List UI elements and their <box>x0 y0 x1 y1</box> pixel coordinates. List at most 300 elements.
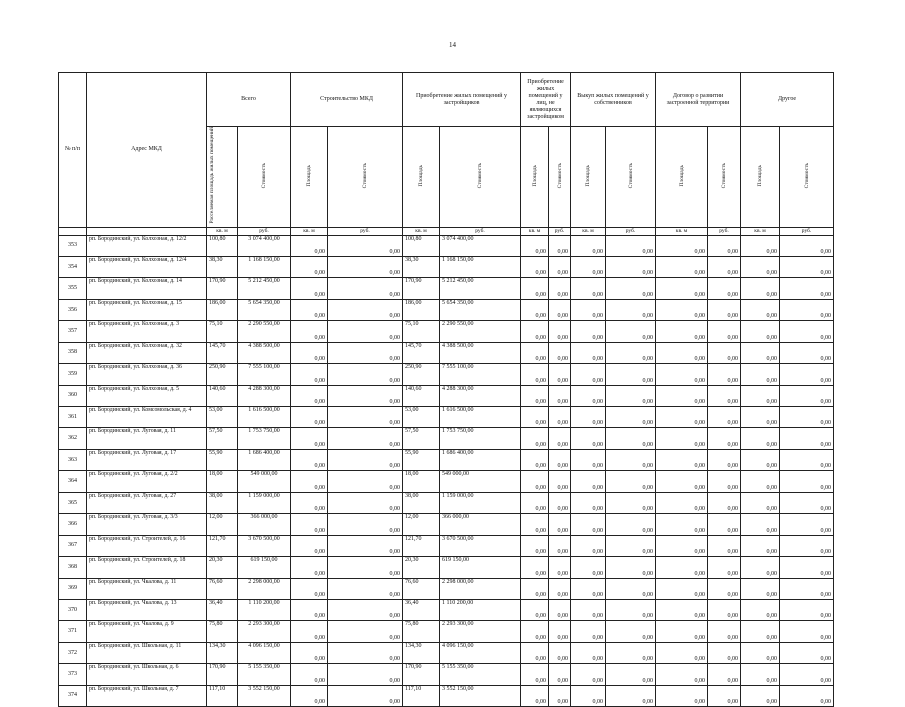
unit-blank <box>59 227 87 235</box>
group-header: Строительство МКД <box>291 73 403 127</box>
row-zero-value: 0,00 <box>549 342 571 363</box>
row-total-cost: 619 150,00 <box>238 557 291 578</box>
row-dev-cost: 2 290 550,00 <box>440 321 521 342</box>
row-address: рп. Бородинский, ул. Чкалова, д. 9 <box>87 621 207 642</box>
row-dev-area: 186,00 <box>403 299 440 320</box>
row-total-area: 38,30 <box>207 256 238 277</box>
row-zero-value: 0,00 <box>708 256 741 277</box>
row-total-area: 76,60 <box>207 578 238 599</box>
row-zero-value: 0,00 <box>656 449 708 470</box>
row-number: 368 <box>59 557 87 578</box>
row-zero-value: 0,00 <box>521 385 549 406</box>
table-row <box>59 514 834 535</box>
row-zero-value: 0,00 <box>328 557 403 578</box>
row-number: 366 <box>59 514 87 535</box>
row-zero-value: 0,00 <box>741 578 780 599</box>
row-dev-area: 38,00 <box>403 492 440 513</box>
row-zero-value: 0,00 <box>606 471 656 492</box>
table-row <box>59 321 834 342</box>
row-total-area: 55,90 <box>207 449 238 470</box>
row-number: 356 <box>59 299 87 320</box>
row-zero-value: 0,00 <box>606 428 656 449</box>
row-address: рп. Бородинский, ул. Луговая, д. 27 <box>87 492 207 513</box>
row-dev-cost: 1 616 500,00 <box>440 407 521 428</box>
row-zero-value: 0,00 <box>780 342 834 363</box>
row-zero-value: 0,00 <box>521 321 549 342</box>
row-total-cost: 3 552 150,00 <box>238 685 291 706</box>
row-zero-value: 0,00 <box>549 514 571 535</box>
row-zero-value: 0,00 <box>741 278 780 299</box>
row-zero-value: 0,00 <box>741 407 780 428</box>
row-number: 354 <box>59 256 87 277</box>
row-zero-value: 0,00 <box>328 685 403 706</box>
table-row <box>59 278 834 299</box>
row-zero-value: 0,00 <box>521 256 549 277</box>
unit-area: кв. м <box>656 227 708 235</box>
row-zero-value: 0,00 <box>328 642 403 663</box>
row-zero-value: 0,00 <box>521 514 549 535</box>
row-zero-value: 0,00 <box>656 514 708 535</box>
row-zero-value: 0,00 <box>780 278 834 299</box>
row-dev-area: 145,70 <box>403 342 440 363</box>
row-total-area: 57,50 <box>207 428 238 449</box>
row-zero-value: 0,00 <box>780 235 834 256</box>
row-zero-value: 0,00 <box>606 256 656 277</box>
resettlement-table <box>58 72 834 707</box>
subheader-cost: Стоимость <box>440 127 521 228</box>
row-zero-value: 0,00 <box>780 578 834 599</box>
row-total-cost: 5 155 350,00 <box>238 664 291 685</box>
unit-cost: руб. <box>238 227 291 235</box>
row-dev-area: 38,30 <box>403 256 440 277</box>
table-row <box>59 557 834 578</box>
row-zero-value: 0,00 <box>549 235 571 256</box>
row-address: рп. Бородинский, ул. Чкалова, д. 13 <box>87 599 207 620</box>
row-number: 370 <box>59 599 87 620</box>
row-zero-value: 0,00 <box>656 364 708 385</box>
row-zero-value: 0,00 <box>606 235 656 256</box>
row-dev-cost: 1 159 000,00 <box>440 492 521 513</box>
row-zero-value: 0,00 <box>571 342 606 363</box>
row-zero-value: 0,00 <box>656 342 708 363</box>
row-zero-value: 0,00 <box>656 535 708 556</box>
subheader-area: Площадь <box>741 127 780 228</box>
row-total-area: 145,70 <box>207 342 238 363</box>
row-total-area: 134,30 <box>207 642 238 663</box>
row-zero-value: 0,00 <box>606 449 656 470</box>
row-dev-cost: 5 654 350,00 <box>440 299 521 320</box>
row-zero-value: 0,00 <box>741 557 780 578</box>
unit-cost: руб. <box>549 227 571 235</box>
row-dev-cost: 2 298 000,00 <box>440 578 521 599</box>
row-zero-value: 0,00 <box>291 449 328 470</box>
row-zero-value: 0,00 <box>521 535 549 556</box>
row-total-cost: 1 110 200,00 <box>238 599 291 620</box>
row-zero-value: 0,00 <box>328 321 403 342</box>
row-dev-area: 12,00 <box>403 514 440 535</box>
unit-blank <box>87 227 207 235</box>
table-row <box>59 299 834 320</box>
row-zero-value: 0,00 <box>291 385 328 406</box>
subheader-area: Площадь <box>571 127 606 228</box>
row-zero-value: 0,00 <box>521 235 549 256</box>
unit-cost: руб. <box>328 227 403 235</box>
row-zero-value: 0,00 <box>741 256 780 277</box>
row-address: рп. Бородинский, ул. Колхозная, д. 36 <box>87 364 207 385</box>
group-header: Приобретение жилых помещений у лиц, не являющихся застройщиком <box>521 73 571 127</box>
row-zero-value: 0,00 <box>549 557 571 578</box>
row-zero-value: 0,00 <box>708 642 741 663</box>
row-dev-area: 36,40 <box>403 599 440 620</box>
row-total-area: 186,00 <box>207 299 238 320</box>
row-zero-value: 0,00 <box>741 321 780 342</box>
row-zero-value: 0,00 <box>549 278 571 299</box>
subheader-cost: Стоимость <box>238 127 291 228</box>
row-zero-value: 0,00 <box>741 664 780 685</box>
row-zero-value: 0,00 <box>741 685 780 706</box>
row-zero-value: 0,00 <box>708 471 741 492</box>
row-total-cost: 2 290 550,00 <box>238 321 291 342</box>
row-zero-value: 0,00 <box>521 621 549 642</box>
row-dev-area: 18,00 <box>403 471 440 492</box>
row-total-cost: 1 686 400,00 <box>238 449 291 470</box>
row-zero-value: 0,00 <box>521 342 549 363</box>
row-zero-value: 0,00 <box>606 364 656 385</box>
row-zero-value: 0,00 <box>291 514 328 535</box>
row-zero-value: 0,00 <box>741 299 780 320</box>
row-zero-value: 0,00 <box>571 557 606 578</box>
col-address-header: Адрес МКД <box>87 73 207 228</box>
row-address: рп. Бородинский, ул. Луговая, д. 11 <box>87 428 207 449</box>
table-row <box>59 471 834 492</box>
row-zero-value: 0,00 <box>571 471 606 492</box>
subheader-area-total: Расселяемая площадь жилых помещений <box>207 127 238 228</box>
group-header: Всего <box>207 73 291 127</box>
row-number: 357 <box>59 321 87 342</box>
row-zero-value: 0,00 <box>328 299 403 320</box>
row-zero-value: 0,00 <box>708 364 741 385</box>
row-zero-value: 0,00 <box>328 278 403 299</box>
row-number: 367 <box>59 535 87 556</box>
row-zero-value: 0,00 <box>291 342 328 363</box>
unit-area: кв. м <box>741 227 780 235</box>
row-zero-value: 0,00 <box>708 342 741 363</box>
row-zero-value: 0,00 <box>521 407 549 428</box>
row-address: рп. Бородинский, ул. Школьная, д. 7 <box>87 685 207 706</box>
row-zero-value: 0,00 <box>291 557 328 578</box>
row-zero-value: 0,00 <box>291 664 328 685</box>
group-header: Другое <box>741 73 834 127</box>
row-zero-value: 0,00 <box>606 685 656 706</box>
row-zero-value: 0,00 <box>741 621 780 642</box>
row-zero-value: 0,00 <box>606 492 656 513</box>
row-zero-value: 0,00 <box>780 321 834 342</box>
row-zero-value: 0,00 <box>521 557 549 578</box>
row-zero-value: 0,00 <box>328 428 403 449</box>
row-zero-value: 0,00 <box>521 471 549 492</box>
row-zero-value: 0,00 <box>328 535 403 556</box>
unit-cost: руб. <box>780 227 834 235</box>
row-zero-value: 0,00 <box>549 321 571 342</box>
row-total-area: 38,00 <box>207 492 238 513</box>
row-zero-value: 0,00 <box>708 685 741 706</box>
row-dev-area: 121,70 <box>403 535 440 556</box>
row-total-cost: 3 074 400,00 <box>238 235 291 256</box>
row-zero-value: 0,00 <box>741 385 780 406</box>
row-zero-value: 0,00 <box>571 535 606 556</box>
row-zero-value: 0,00 <box>291 278 328 299</box>
row-zero-value: 0,00 <box>291 535 328 556</box>
row-address: рп. Бородинский, ул. Колхозная, д. 15 <box>87 299 207 320</box>
row-zero-value: 0,00 <box>291 299 328 320</box>
row-address: рп. Бородинский, ул. Строителей, д. 16 <box>87 535 207 556</box>
row-zero-value: 0,00 <box>606 557 656 578</box>
subheader-area: Площадь <box>656 127 708 228</box>
row-zero-value: 0,00 <box>780 514 834 535</box>
row-zero-value: 0,00 <box>571 235 606 256</box>
row-address: рп. Бородинский, ул. Колхозная, д. 3 <box>87 321 207 342</box>
row-total-area: 140,60 <box>207 385 238 406</box>
table-row <box>59 256 834 277</box>
row-zero-value: 0,00 <box>708 407 741 428</box>
row-zero-value: 0,00 <box>328 235 403 256</box>
row-zero-value: 0,00 <box>780 407 834 428</box>
row-zero-value: 0,00 <box>741 428 780 449</box>
row-zero-value: 0,00 <box>656 557 708 578</box>
row-zero-value: 0,00 <box>741 364 780 385</box>
row-zero-value: 0,00 <box>656 256 708 277</box>
row-zero-value: 0,00 <box>328 385 403 406</box>
row-zero-value: 0,00 <box>571 685 606 706</box>
row-zero-value: 0,00 <box>291 256 328 277</box>
row-total-cost: 366 000,00 <box>238 514 291 535</box>
table-body <box>59 235 834 707</box>
row-total-cost: 7 555 100,00 <box>238 364 291 385</box>
row-total-area: 170,90 <box>207 278 238 299</box>
row-zero-value: 0,00 <box>656 278 708 299</box>
row-zero-value: 0,00 <box>291 407 328 428</box>
row-zero-value: 0,00 <box>780 642 834 663</box>
row-zero-value: 0,00 <box>656 428 708 449</box>
row-dev-cost: 4 288 300,00 <box>440 385 521 406</box>
table-row <box>59 428 834 449</box>
row-zero-value: 0,00 <box>606 621 656 642</box>
table-row <box>59 642 834 663</box>
group-header: Приобретение жилых помещений у застройщиков <box>403 73 521 127</box>
row-dev-area: 170,90 <box>403 664 440 685</box>
row-zero-value: 0,00 <box>741 235 780 256</box>
row-zero-value: 0,00 <box>656 578 708 599</box>
row-zero-value: 0,00 <box>708 235 741 256</box>
row-zero-value: 0,00 <box>606 599 656 620</box>
subheader-cost: Стоимость <box>606 127 656 228</box>
row-total-cost: 2 293 300,00 <box>238 621 291 642</box>
row-zero-value: 0,00 <box>741 471 780 492</box>
row-zero-value: 0,00 <box>606 278 656 299</box>
row-address: рп. Бородинский, ул. Школьная, д. 6 <box>87 664 207 685</box>
row-zero-value: 0,00 <box>549 621 571 642</box>
row-zero-value: 0,00 <box>521 364 549 385</box>
subheader-area: Площадь <box>291 127 328 228</box>
row-zero-value: 0,00 <box>549 599 571 620</box>
table-row <box>59 407 834 428</box>
row-zero-value: 0,00 <box>606 578 656 599</box>
row-zero-value: 0,00 <box>291 321 328 342</box>
row-dev-cost: 3 670 500,00 <box>440 535 521 556</box>
row-zero-value: 0,00 <box>656 642 708 663</box>
row-zero-value: 0,00 <box>780 664 834 685</box>
row-dev-cost: 3 552 150,00 <box>440 685 521 706</box>
row-zero-value: 0,00 <box>656 599 708 620</box>
row-number: 364 <box>59 471 87 492</box>
row-zero-value: 0,00 <box>606 407 656 428</box>
row-zero-value: 0,00 <box>780 256 834 277</box>
row-zero-value: 0,00 <box>521 685 549 706</box>
row-zero-value: 0,00 <box>656 321 708 342</box>
row-number: 355 <box>59 278 87 299</box>
row-address: рп. Бородинский, ул. Колхозная, д. 12/2 <box>87 235 207 256</box>
row-zero-value: 0,00 <box>328 664 403 685</box>
row-zero-value: 0,00 <box>571 642 606 663</box>
row-dev-cost: 619 150,00 <box>440 557 521 578</box>
row-zero-value: 0,00 <box>656 385 708 406</box>
subheader-cost: Стоимость <box>708 127 741 228</box>
row-total-cost: 1 616 500,00 <box>238 407 291 428</box>
row-zero-value: 0,00 <box>656 471 708 492</box>
row-zero-value: 0,00 <box>708 514 741 535</box>
row-zero-value: 0,00 <box>780 299 834 320</box>
table-row <box>59 621 834 642</box>
row-zero-value: 0,00 <box>521 278 549 299</box>
row-total-cost: 4 096 150,00 <box>238 642 291 663</box>
row-total-area: 170,90 <box>207 664 238 685</box>
row-zero-value: 0,00 <box>549 299 571 320</box>
row-zero-value: 0,00 <box>291 492 328 513</box>
row-zero-value: 0,00 <box>606 664 656 685</box>
row-zero-value: 0,00 <box>328 364 403 385</box>
row-zero-value: 0,00 <box>549 364 571 385</box>
row-zero-value: 0,00 <box>328 621 403 642</box>
row-zero-value: 0,00 <box>656 407 708 428</box>
row-zero-value: 0,00 <box>741 535 780 556</box>
row-dev-area: 134,30 <box>403 642 440 663</box>
row-zero-value: 0,00 <box>291 428 328 449</box>
row-zero-value: 0,00 <box>708 599 741 620</box>
row-zero-value: 0,00 <box>780 492 834 513</box>
row-total-cost: 1 168 150,00 <box>238 256 291 277</box>
row-dev-cost: 5 155 350,00 <box>440 664 521 685</box>
row-zero-value: 0,00 <box>606 299 656 320</box>
row-zero-value: 0,00 <box>571 514 606 535</box>
row-total-cost: 1 753 750,00 <box>238 428 291 449</box>
row-total-area: 18,00 <box>207 471 238 492</box>
row-dev-cost: 549 000,00 <box>440 471 521 492</box>
row-number: 372 <box>59 642 87 663</box>
row-total-area: 20,30 <box>207 557 238 578</box>
row-address: рп. Бородинский, ул. Чкалова, д. 11 <box>87 578 207 599</box>
row-total-area: 250,90 <box>207 364 238 385</box>
table-row <box>59 578 834 599</box>
row-zero-value: 0,00 <box>571 385 606 406</box>
row-dev-cost: 3 074 400,00 <box>440 235 521 256</box>
unit-cost: руб. <box>708 227 741 235</box>
row-zero-value: 0,00 <box>656 685 708 706</box>
row-dev-area: 140,60 <box>403 385 440 406</box>
row-zero-value: 0,00 <box>656 664 708 685</box>
row-address: рп. Бородинский, ул. Луговая, д. 3/3 <box>87 514 207 535</box>
row-dev-cost: 1 686 400,00 <box>440 449 521 470</box>
row-zero-value: 0,00 <box>571 492 606 513</box>
row-number: 374 <box>59 685 87 706</box>
row-zero-value: 0,00 <box>708 449 741 470</box>
row-zero-value: 0,00 <box>521 599 549 620</box>
row-zero-value: 0,00 <box>571 364 606 385</box>
row-dev-area: 117,10 <box>403 685 440 706</box>
unit-cost: руб. <box>440 227 521 235</box>
row-total-area: 36,40 <box>207 599 238 620</box>
row-zero-value: 0,00 <box>328 514 403 535</box>
table-row <box>59 685 834 706</box>
row-zero-value: 0,00 <box>291 599 328 620</box>
row-zero-value: 0,00 <box>571 599 606 620</box>
row-zero-value: 0,00 <box>708 535 741 556</box>
row-total-area: 121,70 <box>207 535 238 556</box>
row-zero-value: 0,00 <box>571 449 606 470</box>
row-number: 365 <box>59 492 87 513</box>
row-zero-value: 0,00 <box>328 471 403 492</box>
row-number: 361 <box>59 407 87 428</box>
row-zero-value: 0,00 <box>708 299 741 320</box>
table-row <box>59 385 834 406</box>
row-zero-value: 0,00 <box>521 578 549 599</box>
row-zero-value: 0,00 <box>708 492 741 513</box>
row-zero-value: 0,00 <box>328 449 403 470</box>
subheader-area: Площадь <box>403 127 440 228</box>
row-zero-value: 0,00 <box>606 535 656 556</box>
row-zero-value: 0,00 <box>549 428 571 449</box>
row-zero-value: 0,00 <box>521 492 549 513</box>
row-total-cost: 4 388 500,00 <box>238 342 291 363</box>
row-zero-value: 0,00 <box>606 321 656 342</box>
row-zero-value: 0,00 <box>521 642 549 663</box>
row-zero-value: 0,00 <box>780 599 834 620</box>
row-zero-value: 0,00 <box>656 492 708 513</box>
unit-cost: руб. <box>606 227 656 235</box>
row-zero-value: 0,00 <box>606 514 656 535</box>
row-zero-value: 0,00 <box>549 664 571 685</box>
table-row <box>59 492 834 513</box>
row-total-area: 75,10 <box>207 321 238 342</box>
row-zero-value: 0,00 <box>571 428 606 449</box>
row-zero-value: 0,00 <box>549 492 571 513</box>
row-number: 358 <box>59 342 87 363</box>
row-dev-cost: 5 212 450,00 <box>440 278 521 299</box>
row-zero-value: 0,00 <box>708 428 741 449</box>
row-zero-value: 0,00 <box>780 471 834 492</box>
row-zero-value: 0,00 <box>291 471 328 492</box>
row-zero-value: 0,00 <box>549 256 571 277</box>
row-total-area: 100,80 <box>207 235 238 256</box>
row-zero-value: 0,00 <box>328 578 403 599</box>
row-zero-value: 0,00 <box>708 385 741 406</box>
row-zero-value: 0,00 <box>291 235 328 256</box>
row-total-area: 117,10 <box>207 685 238 706</box>
row-zero-value: 0,00 <box>521 299 549 320</box>
row-address: рп. Бородинский, ул. Луговая, д. 2/2 <box>87 471 207 492</box>
row-zero-value: 0,00 <box>291 364 328 385</box>
row-number: 373 <box>59 664 87 685</box>
row-dev-cost: 2 293 300,00 <box>440 621 521 642</box>
